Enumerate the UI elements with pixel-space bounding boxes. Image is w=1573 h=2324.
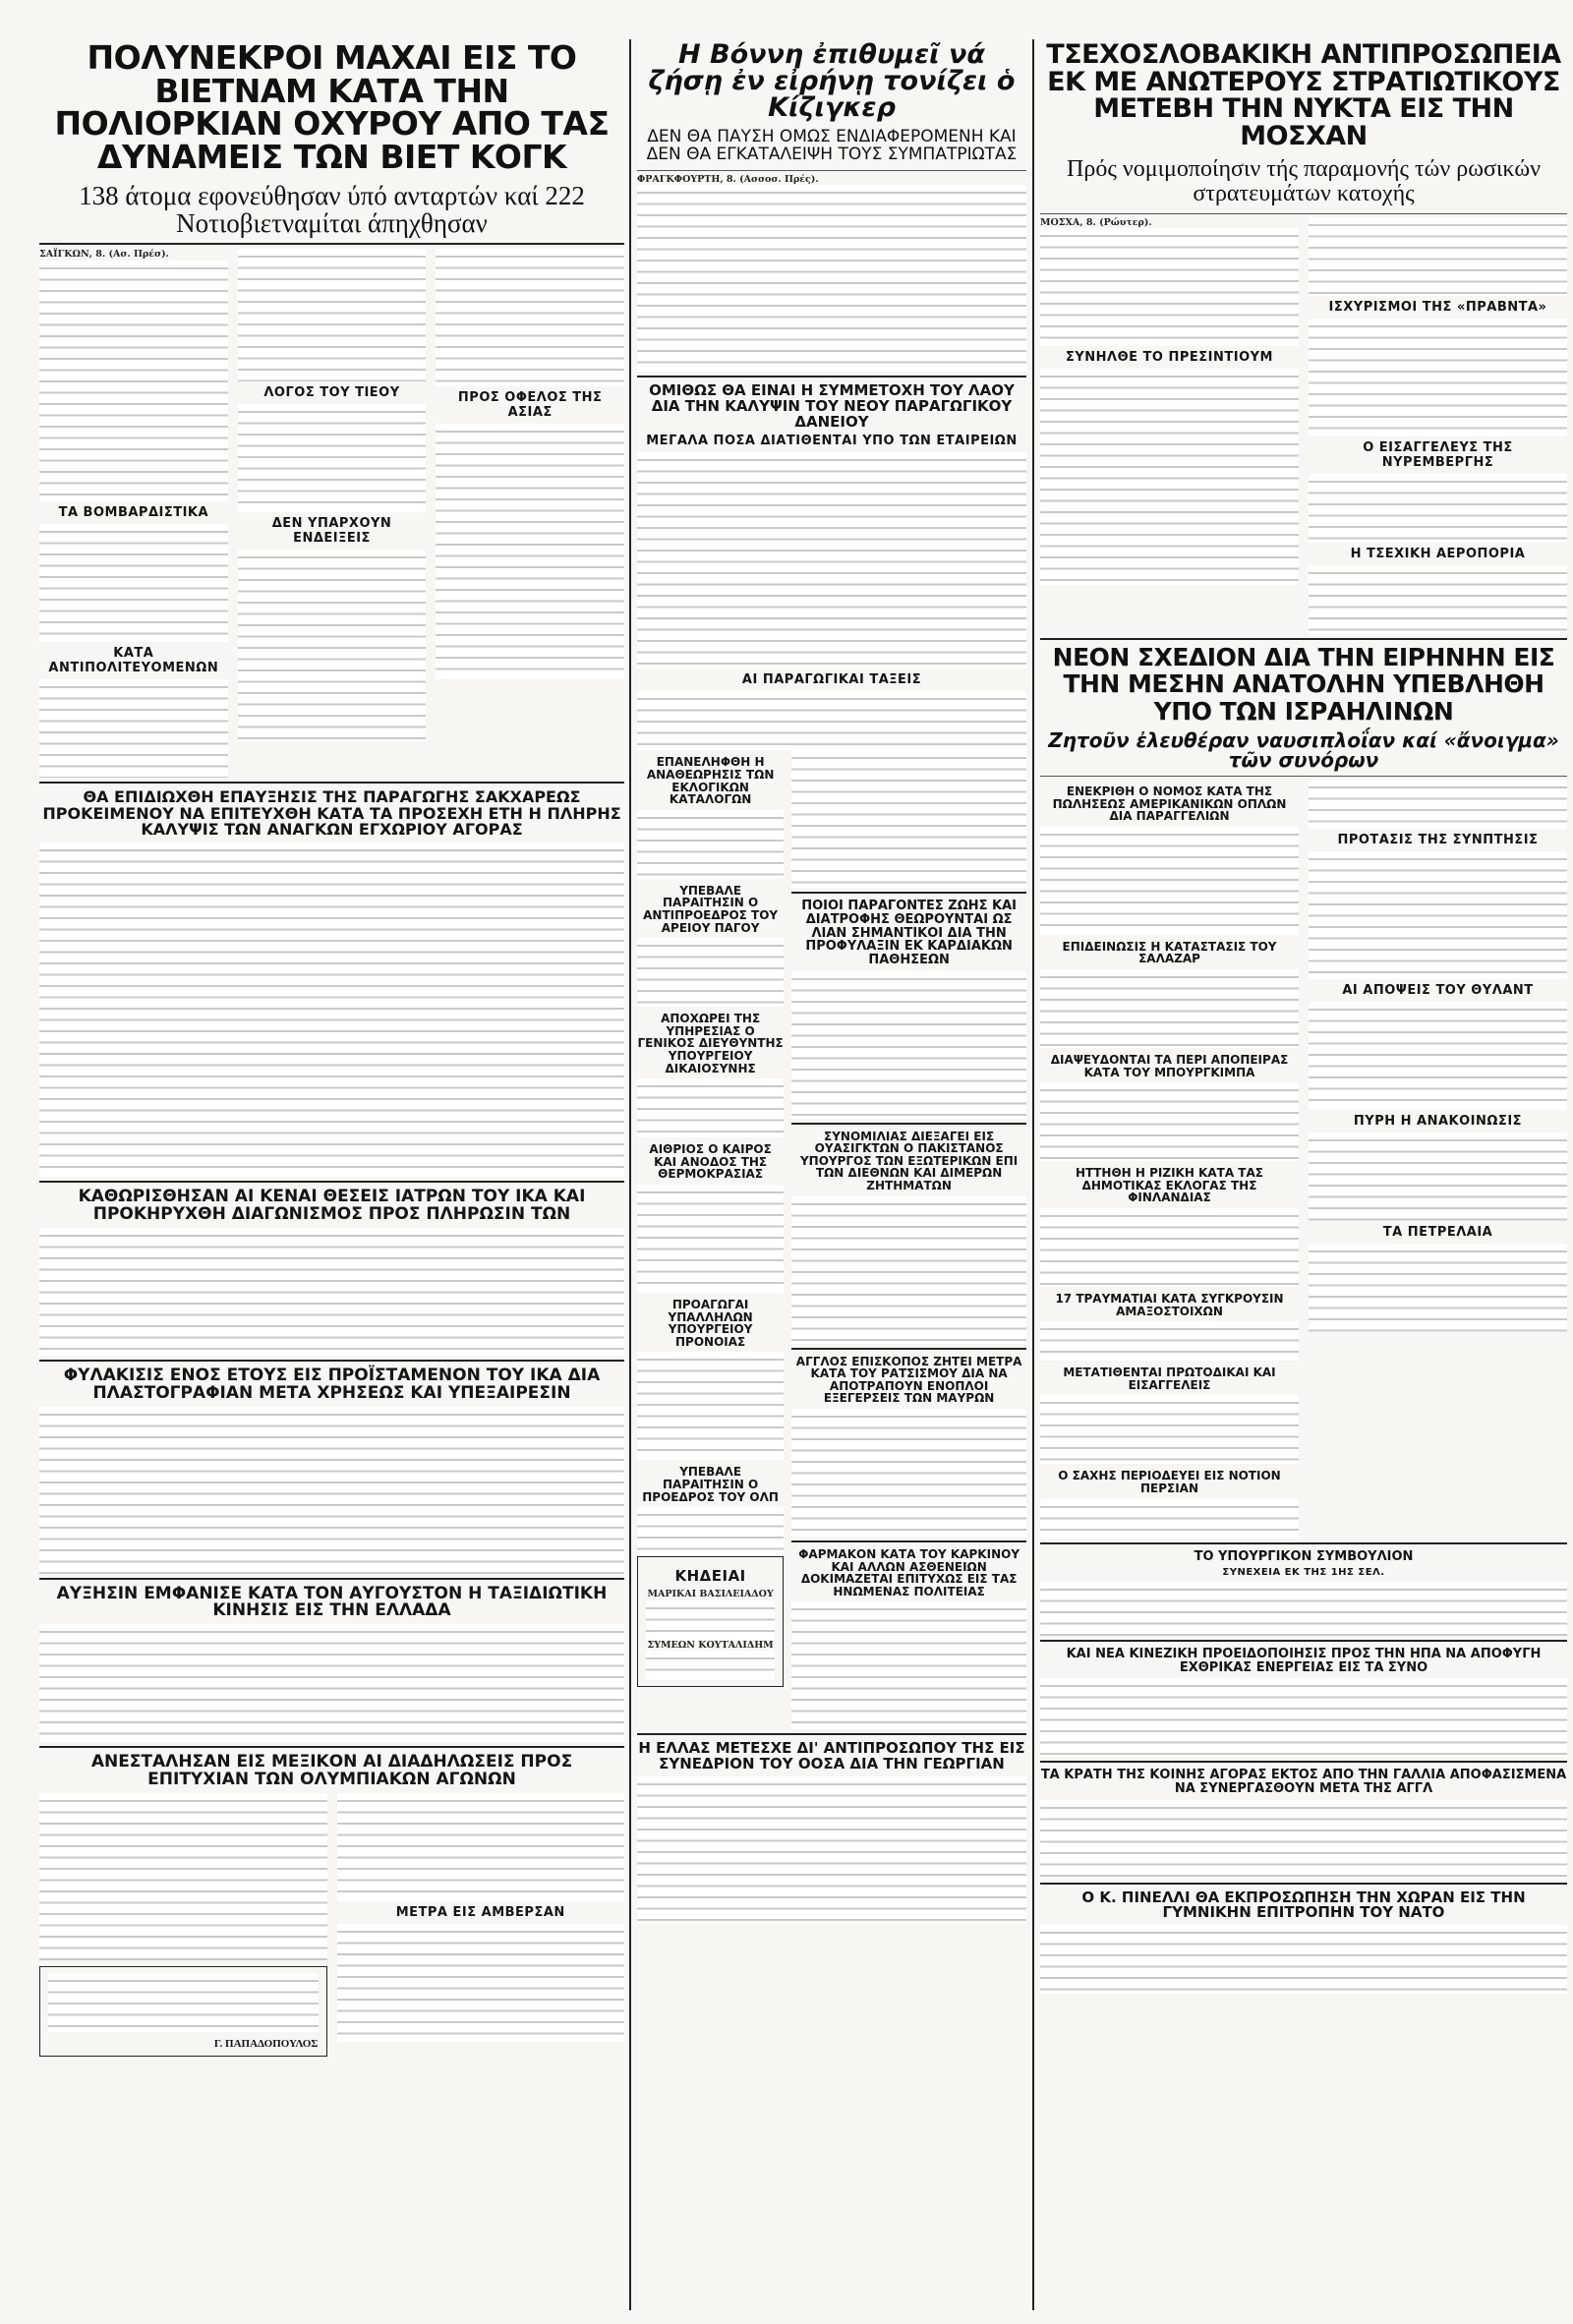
- divider: [39, 1181, 624, 1183]
- article-body-placeholder: [637, 452, 1026, 668]
- article-body-placeholder: [1309, 780, 1567, 829]
- divider: [791, 1540, 1026, 1542]
- article-body-placeholder: [1040, 969, 1299, 1048]
- bourguiba-headline: ΔΙΑΨΕΥΔΟΝΤΑΙ ΤΑ ΠΕΡΙ ΑΠΟΠΕΙΡΑΣ ΚΑΤΑ ΤΟΥ ΜΠΟΥΡΓΚΙΜΠΑ: [1050, 1052, 1289, 1079]
- right-headline: ΤΣΕΧΟΣΛΟΒΑΚΙΚΗ ΑΝΤΙΠΡΟΣΩΠΕΙΑ ΕΚ ΜΕ ΑΝΩΤΕΡΟΥΣ ΣΤΡΑΤΙΩΤΙΚΟΥΣ ΜΕΤΕΒΗ ΤΗΝ ΝΥΚΤΑ ΕΙΣ ΤΗΝ ΜΟΣΧΑΝ: [1046, 39, 1561, 151]
- article-body-placeholder: [238, 404, 427, 512]
- article-body-placeholder: [791, 750, 1026, 888]
- section-kicker: Η ΤΣΕΧΙΚΗ ΑΕΡΟΠΟΡΙΑ: [1350, 546, 1526, 561]
- diet-headline: ΠΟΙΟΙ ΠΑΡΑΓΟΝΤΕΣ ΖΩΗΣ ΚΑΙ ΔΙΑΤΡΟΦΗΣ ΘΕΩΡΟΥΝΤΑΙ ΩΣ ΛΙΑΝ ΣΗΜΑΝΤΙΚΟΙ ΔΙΑ ΤΗΝ ΠΡΟΦΥΛΑΞΙΝ ΕΚ ΚΑΡΔΙΑΚΩΝ ΠΑΘΗΣΕΩΝ: [801, 899, 1018, 967]
- article-body-placeholder: [791, 1409, 1026, 1537]
- article-dateline: ΜΟΣΧΑ, 8. (Ρώυτερ).: [1040, 216, 1152, 228]
- article-body-placeholder: [1040, 1321, 1299, 1361]
- oap-headline: ΥΠΕΒΑΛΕ ΠΑΡΑΙΤΗΣΙΝ Ο ΠΡΟΕΔΡΟΣ ΤΟΥ ΟΛΠ: [642, 1465, 779, 1504]
- justice-headline: ΑΠΟΧΩΡΕΙ ΤΗΣ ΥΠΗΡΕΣΙΑΣ Ο ΓΕΝΙΚΟΣ ΔΙΕΥΘΥΝΤΗΣ ΥΠΟΥΡΓΕΙΟΥ ΔΙΚΑΙΟΣΥΝΗΣ: [637, 1012, 784, 1075]
- article-body-placeholder: [1309, 319, 1567, 436]
- catalog-headline: ΕΠΑΝΕΛΗΦΘΗ Η ΑΝΑΘΕΩΡΗΣΙΣ ΤΩΝ ΕΚΛΟΓΙΚΩΝ ΚΑΤΑΛΟΓΩΝ: [646, 755, 775, 807]
- mexico-headline: ΑΝΕΣΤΑΛΗΣΑΝ ΕΙΣ ΜΕΞΙΚΟΝ ΑΙ ΔΙΑΔΗΛΩΣΕΙΣ ΠΡΟΣ ΕΠΙΤΥΧΙΑΝ ΤΩΝ ΟΛΥΜΠΙΑΚΩΝ ΑΓΩΝΩΝ: [90, 1752, 573, 1790]
- funeral-name: ΜΑΡΙΚΑΙ ΒΑΣΙΛΕΙΑΔΟΥ: [647, 1589, 774, 1600]
- divider: [637, 376, 1026, 378]
- section-kicker: ΤΑ ΒΟΜΒΑΡΔΙΣΤΙΚΑ: [58, 504, 209, 520]
- shah-headline: Ο ΣΑΧΗΣ ΠΕΡΙΟΔΕΥΕΙ ΕΙΣ ΝΟΤΙΟΝ ΠΕΡΣΙΑΝ: [1058, 1469, 1281, 1495]
- divider: [39, 1578, 624, 1580]
- divider: [39, 243, 624, 245]
- divider: [1040, 213, 1567, 214]
- divider: [1040, 1640, 1567, 1642]
- article-body-placeholder: [637, 691, 1026, 750]
- article-body-placeholder: [637, 1507, 784, 1556]
- column-rule-left: [629, 39, 631, 2310]
- article-body-placeholder: [39, 1624, 624, 1742]
- funerals-box: [637, 1556, 784, 1687]
- section-kicker: ΔΕΝ ΥΠΑΡΧΟΥΝ ΕΝΔΕΙΞΕΙΣ: [271, 516, 392, 547]
- divider: [791, 1123, 1026, 1125]
- section-kicker: ΤΑ ΠΕΤΡΕΛΑΙΑ: [1382, 1225, 1493, 1240]
- article-body-placeholder: [646, 1651, 775, 1680]
- loan-subheadline: ΜΕΓΑΛΑ ΠΟΣΑ ΔΙΑΤΙΘΕΝΤΑΙ ΥΠΟ ΤΩΝ ΕΤΑΙΡΕΙΩΝ: [646, 434, 1018, 449]
- article-body-placeholder: [436, 424, 624, 679]
- divider: [791, 892, 1026, 894]
- divider: [637, 1733, 1026, 1735]
- council-headline: ΤΟ ΥΠΟΥΡΓΙΚΟΝ ΣΥΜΒΟΥΛΙΟΝ: [1194, 1548, 1414, 1564]
- council-subheadline: ΣΥΝΕΧΕΙΑ ΕΚ ΤΗΣ 1ΗΣ ΣΕΛ.: [1222, 1567, 1385, 1579]
- right-subheadline: Πρός νομιμοποίησιν τής παραμονής τών ρωσικών στρατευμάτων κατοχής: [1067, 156, 1541, 207]
- arms-headline: ΕΝΕΚΡΙΘΗ Ο ΝΟΜΟΣ ΚΑΤΑ ΤΗΣ ΠΩΛΗΣΕΩΣ ΑΜΕΡΙΚΑΝΙΚΩΝ ΟΠΛΩΝ ΔΙΑ ΠΑΡΑΓΓΕΛΙΩΝ: [1052, 784, 1287, 824]
- sugar-headline: ΘΑ ΕΠΙΔΙΩΧΘΗ ΕΠΑΥΞΗΣΙΣ ΤΗΣ ΠΑΡΑΓΩΓΗΣ ΣΑΚΧΑΡΕΩΣ ΠΡΟΚΕΙΜΕΝΟΥ ΝΑ ΕΠΙΤΕΥΧΘΗ ΚΑΤΑ ΤΑ ΠΡΟΣΕΧΗ ΕΤΗ Η ΠΛΗΡΗΣ ΚΑΛΥΨΙΣ ΤΩΝ ΑΝΑΓΚΩΝ ΕΓΧΩΡΙΟΥ ΑΓΟΡΑΣ: [42, 786, 621, 840]
- weather-headline: ΑΙΘΡΙΟΣ Ο ΚΑΙΡΟΣ ΚΑΙ ΑΝΟΔΟΣ ΤΗΣ ΘΕΡΜΟΚΡΑΣΙΑΣ: [649, 1142, 772, 1182]
- box-signature: Γ. ΠΑΠΑΔΟΠΟΥΛΟΣ: [213, 2037, 319, 2050]
- article-body-placeholder: [1040, 1582, 1567, 1636]
- left-headline: ΠΟΛΥΝΕΚΡΟΙ ΜΑΧΑΙ ΕΙΣ ΤΟ ΒΙΕΤΝΑΜ ΚΑΤΑ ΤΗΝ ΠΟΛΙΟΡΚΙΑΝ ΟΧΥΡΟΥ ΑΠΟ ΤΑΣ ΔΥΝΑΜΕΙΣ ΤΩΝ ΒΙΕΤ ΚΟΓΚ: [54, 39, 610, 176]
- pineau-headline: Ο Κ. ΠΙΝΕΛΛΙ ΘΑ ΕΚΠΡΟΣΩΠΗΣΗ ΤΗΝ ΧΩΡΑΝ ΕΙΣ ΤΗΝ ΓΥΜΝΙΚΗΝ ΕΠΙΤΡΟΠΗΝ ΤΟΥ ΝΑΤΟ: [1081, 1888, 1526, 1922]
- section-kicker: ΑΙ ΑΠΟΨΕΙΣ ΤΟΥ ΘΥΛΑΝΤ: [1342, 983, 1534, 998]
- article-body-placeholder: [1309, 217, 1567, 296]
- article-body-placeholder: [637, 1078, 784, 1137]
- salazar-headline: ΕΠΙΔΕΙΝΩΣΙΣ Η ΚΑΤΑΣΤΑΣΙΣ ΤΟΥ ΣΑΛΑΖΑΡ: [1062, 939, 1277, 966]
- pakistan-headline: ΣΥΝΟΜΙΛΙΑΣ ΔΙΕΞΑΓΕΙ ΕΙΣ ΟΥΑΣΙΓΚΤΩΝ Ο ΠΑΚΙΣΤΑΝΟΣ ΥΠΟΥΡΓΟΣ ΤΩΝ ΕΞΩΤΕΡΙΚΩΝ ΕΠΙ ΤΩΝ ΔΙΕΘΝΩΝ ΚΑΙ ΔΙΜΕΡΩΝ ΖΗΤΗΜΑΤΩΝ: [799, 1129, 1019, 1193]
- article-body-placeholder: [791, 1601, 1026, 1729]
- article-body-placeholder: [1040, 1678, 1567, 1757]
- article-body-placeholder: [1309, 1244, 1567, 1332]
- oecd-headline: Η ΕΛΛΑΣ ΜΕΤΕΣΧΕ ΔΙ' ΑΝΤΙΠΡΟΣΩΠΟΥ ΤΗΣ ΕΙΣ ΣΥΝΕΔΡΙΟΝ ΤΟΥ ΟΟΣΑ ΔΙΑ ΤΗΝ ΓΕΩΡΓΙΑΝ: [638, 1739, 1025, 1773]
- cancer-headline: ΦΑΡΜΑΚΟΝ ΚΑΤΑ ΤΟΥ ΚΑΡΚΙΝΟΥ ΚΑΙ ΑΛΛΩΝ ΑΣΘΕΝΕΙΩΝ ΔΟΚΙΜΑΖΕΤΑΙ ΕΠΙΤΥΧΩΣ ΕΙΣ ΤΑΣ ΗΝΩΜΕΝΑΣ ΠΟΛΙΤΕΙΑΣ: [798, 1546, 1020, 1598]
- article-body-placeholder: [791, 971, 1026, 1119]
- article-dateline: ΣΑΪΓΚΩΝ, 8. (Ασ. Πρέσ).: [39, 249, 169, 261]
- racism-headline: ΑΓΓΛΟΣ ΕΠΙΣΚΟΠΟΣ ΖΗΤΕΙ ΜΕΤΡΑ ΚΑΤΑ ΤΟΥ ΡΑΤΣΙΣΜΟΥ ΔΙΑ ΝΑ ΑΠΟΤΡΑΠΟΥΝ ΕΝΟΠΛΟΙ ΕΞΕΓΕΡΣΕΙΣ ΤΩΝ ΜΑΥΡΩΝ: [795, 1354, 1022, 1406]
- divider: [39, 1746, 624, 1748]
- article-body-placeholder: [39, 524, 228, 642]
- israel-subheadline: Ζητοῦν ἐλευθέραν ναυσιπλοΐαν καί «ἄνοιγμα» τῶν συνόρων: [1048, 728, 1559, 772]
- section-kicker: ΣΥΝΗΛΘΕ ΤΟ ΠΡΕΣΙΝΤΙΟΥΜ: [1065, 350, 1273, 365]
- finland-headline: ΗΤΤΗΘΗ Η ΡΙΖΙΚΗ ΚΑΤΑ ΤΑΣ ΔΗΜΟΤΙΚΑΣ ΕΚΛΟΓΑΣ ΤΗΣ ΦΙΝΛΑΝΔΙΑΣ: [1076, 1166, 1263, 1205]
- article-body-placeholder: [1040, 1208, 1299, 1287]
- section-kicker: ΠΥΡΗ Η ΑΝΑΚΟΙΝΩΣΙΣ: [1353, 1114, 1523, 1129]
- article-body-placeholder: [646, 1600, 775, 1640]
- israel-headline: ΝΕΟΝ ΣΧΕΔΙΟΝ ΔΙΑ ΤΗΝ ΕΙΡΗΝΗΝ ΕΙΣ ΤΗΝ ΜΕΣΗΝ ΑΝΑΤΟΛΗΝ ΥΠΕΒΛΗΘΗ ΥΠΟ ΤΩΝ ΙΣΡΑΗΛΙΝΩΝ: [1052, 642, 1555, 726]
- article-body-placeholder: [637, 185, 1026, 372]
- divider: [1040, 776, 1567, 777]
- divider: [1040, 1883, 1567, 1885]
- section-kicker: ΜΕΤΡΑ ΕΙΣ ΑΜΒΕΡΣΑΝ: [395, 1904, 565, 1920]
- article-body-placeholder: [1309, 565, 1567, 634]
- right-section: [1040, 39, 1567, 2310]
- article-body-placeholder: [1309, 474, 1567, 543]
- article-body-placeholder: [39, 261, 228, 501]
- section-kicker: ΠΡΟΤΑΣΙΣ ΤΗΣ ΣΥΝΠΤΗΣΙΣ: [1337, 833, 1539, 847]
- article-body-placeholder: [1040, 1395, 1299, 1464]
- transfers-headline: ΜΕΤΑΤΙΘΕΝΤΑΙ ΠΡΩΤΟΔΙΚΑΙ ΚΑΙ ΕΙΣΑΓΓΕΛΕΙΣ: [1063, 1365, 1276, 1392]
- article-body-placeholder: [1309, 1002, 1567, 1110]
- article-body-placeholder: [337, 1924, 625, 2042]
- article-body-placeholder: [1040, 369, 1299, 585]
- middle-headline: Η Βόννη ἐπιθυμεῖ νά ζήσῃ ἐν εἰρήνῃ τονίζει ὁ Κίζιγκερ: [648, 39, 1016, 123]
- funerals-title: ΚΗΔΕΙΑΙ: [674, 1567, 746, 1586]
- article-body-placeholder: [637, 810, 784, 879]
- article-dateline: ΦΡΑΓΚΦΟΥΡΤΗ, 8. (Ασσοσ. Πρές).: [637, 173, 819, 185]
- divider: [39, 782, 624, 784]
- divider: [1040, 1542, 1567, 1544]
- article-body-placeholder: [791, 1196, 1026, 1344]
- divider: [1040, 638, 1567, 640]
- article-body-placeholder: [238, 249, 427, 381]
- kennedy-headline: ΚΑΙ ΝΕΑ ΚΙΝΕΖΙΚΗ ΠΡΟΕΙΔΟΠΟΙΗΣΙΣ ΠΡΟΣ ΤΗΝ ΗΠΑ ΝΑ ΑΠΟΦΥΓΗ ΕΧΘΡΙΚΑΣ ΕΝΕΡΓΕΙΑΣ ΕΙΣ ΤΑ ΣΥΝΟ: [1066, 1647, 1542, 1675]
- article-body-placeholder: [1040, 1082, 1299, 1161]
- article-body-placeholder: [637, 1352, 784, 1460]
- section-kicker: ΑΙ ΠΑΡΑΓΩΓΙΚΑΙ ΤΑΞΕΙΣ: [741, 672, 922, 688]
- article-body-placeholder: [1040, 827, 1299, 935]
- middle-subheadline: ΔΕΝ ΘΑ ΠΑΥΣΗ ΟΜΩΣ ΕΝΔΙΑΦΕΡΟΜΕΝΗ ΚΑΙ ΔΕΝ ΘΑ ΕΓΚΑΤΑΛΕΙΨΗ ΤΟΥΣ ΣΥΜΠΑΤΡΙΩΤΑΣ: [646, 127, 1018, 164]
- section-kicker: ΛΟΓΟΣ ΤΟΥ ΤΙΕΟΥ: [263, 385, 400, 401]
- article-body-placeholder: [39, 1407, 624, 1574]
- article-body-placeholder: [39, 842, 624, 1177]
- tourism-headline: ΑΥΞΗΣΙΝ ΕΜΦΑΝΙΣΕ ΚΑΤΑ ΤΟΝ ΑΥΓΟΥΣΤΟΝ Η ΤΑΞΙΔΙΩΤΙΚΗ ΚΙΝΗΣΙΣ ΕΙΣ ΤΗΝ ΕΛΛΑΔΑ: [56, 1583, 608, 1621]
- divider: [1040, 1761, 1567, 1763]
- article-body-placeholder: [238, 550, 427, 741]
- left-subheadline: 138 άτομα εφονεύθησαν ύπό ανταρτών καί 222 Νοτιοβιετναμίται άπηχθησαν: [79, 180, 585, 238]
- article-body-placeholder: [48, 1973, 319, 2032]
- article-body-placeholder: [1309, 1133, 1567, 1221]
- ika-headline: ΚΑΘΩΡΙΣΘΗΣΑΝ ΑΙ ΚΕΝΑΙ ΘΕΣΕΙΣ ΙΑΤΡΩΝ ΤΟΥ ΙΚΑ ΚΑΙ ΠΡΟΚΗΡΥΧΘΗ ΔΙΑΓΩΝΙΣΜΟΣ ΠΡΟΣ ΠΛΗΡΩΣΙΝ ΤΩΝ: [78, 1187, 586, 1225]
- section-kicker: ΙΣΧΥΡΙΣΜΟΙ ΤΗΣ «ΠΡΑΒΝΤΑ»: [1328, 299, 1547, 315]
- article-body-placeholder: [1040, 228, 1299, 346]
- article-body-placeholder: [1040, 1499, 1299, 1539]
- article-body-placeholder: [1040, 1925, 1567, 1994]
- article-body-placeholder: [39, 1228, 624, 1356]
- article-body-placeholder: [1040, 1800, 1567, 1879]
- editorial-box: [39, 1966, 327, 2057]
- article-body-placeholder: [39, 679, 228, 778]
- eec-headline: ΤΑ ΚΡΑΤΗ ΤΗΣ ΚΟΙΝΗΣ ΑΓΟΡΑΣ ΕΚΤΟΣ ΑΠΟ ΤΗΝ ΓΑΛΛΙΑ ΑΠΟΦΑΣΙΣΜΕΝΑ ΝΑ ΣΥΝΕΡΓΑΣΘΟΥΝ ΜΕΤΑ ΤΗΣ ΑΓΓΛ: [1040, 1768, 1567, 1797]
- article-body-placeholder: [637, 1776, 1026, 1924]
- divider: [637, 170, 1026, 171]
- injured-headline: 17 ΤΡΑΥΜΑΤΙΑΙ ΚΑΤΑ ΣΥΓΚΡΟΥΣΙΝ ΑΜΑΞΟΣΤΟΙΧΩΝ: [1055, 1291, 1284, 1318]
- divider: [791, 1348, 1026, 1350]
- middle-section: [637, 39, 1026, 2310]
- divider: [39, 1360, 624, 1362]
- column-rule-right: [1032, 39, 1034, 2310]
- section-kicker: ΚΑΤΑ ΑΝΤΙΠΟΛΙΤΕΥΟΜΕΝΩΝ: [48, 645, 219, 675]
- article-body-placeholder: [637, 938, 784, 1007]
- resign-headline: ΥΠΕΒΑΛΕ ΠΑΡΑΙΤΗΣΙΝ Ο ΑΝΤΙΠΡΟΕΔΡΟΣ ΤΟΥ ΑΡΕΙΟΥ ΠΑΓΟΥ: [643, 883, 779, 935]
- loan-headline: ΟΜΙΘΩΣ ΘΑ ΕΙΝΑΙ Η ΣΥΜΜΕΤΟΧΗ ΤΟΥ ΛΑΟΥ ΔΙΑ ΤΗΝ ΚΑΛΥΨΙΝ ΤΟΥ ΝΕΟΥ ΠΑΡΑΓΩΓΙΚΟΥ ΔΑΝΕΙΟΥ: [649, 381, 1015, 431]
- article-body-placeholder: [337, 1793, 625, 1901]
- article-body-placeholder: [637, 1185, 784, 1293]
- article-body-placeholder: [436, 249, 624, 386]
- section-kicker: Ο ΕΙΣΑΓΓΕΛΕΥΣ ΤΗΣ ΝΥΡΕΜΒΕΡΓΗΣ: [1363, 439, 1513, 470]
- left-section: [39, 39, 624, 2310]
- section-kicker: ΠΡΟΣ ΟΦΕΛΟΣ ΤΗΣ ΑΣΙΑΣ: [457, 390, 603, 421]
- prison-headline: ΦΥΛΑΚΙΣΙΣ ΕΝΟΣ ΕΤΟΥΣ ΕΙΣ ΠΡΟΪΣΤΑΜΕΝΟΝ ΤΟΥ ΙΚΑ ΔΙΑ ΠΛΑΣΤΟΓΡΑΦΙΑΝ ΜΕΤΑ ΧΡΗΣΕΩΣ ΚΑΙ ΥΠΕΞΑΙΡΕΣΙΝ: [63, 1365, 601, 1403]
- funeral-name: ΣΥΜΕΩΝ ΚΟΥΤΑΛΙΔΗΜ: [647, 1639, 774, 1651]
- article-body-placeholder: [39, 1793, 327, 1960]
- article-body-placeholder: [1309, 851, 1567, 979]
- welfare-headline: ΠΡΟΑΓΩΓΑΙ ΥΠΑΛΛΗΛΩΝ ΥΠΟΥΡΓΕΙΟΥ ΠΡΟΝΟΙΑΣ: [668, 1297, 753, 1349]
